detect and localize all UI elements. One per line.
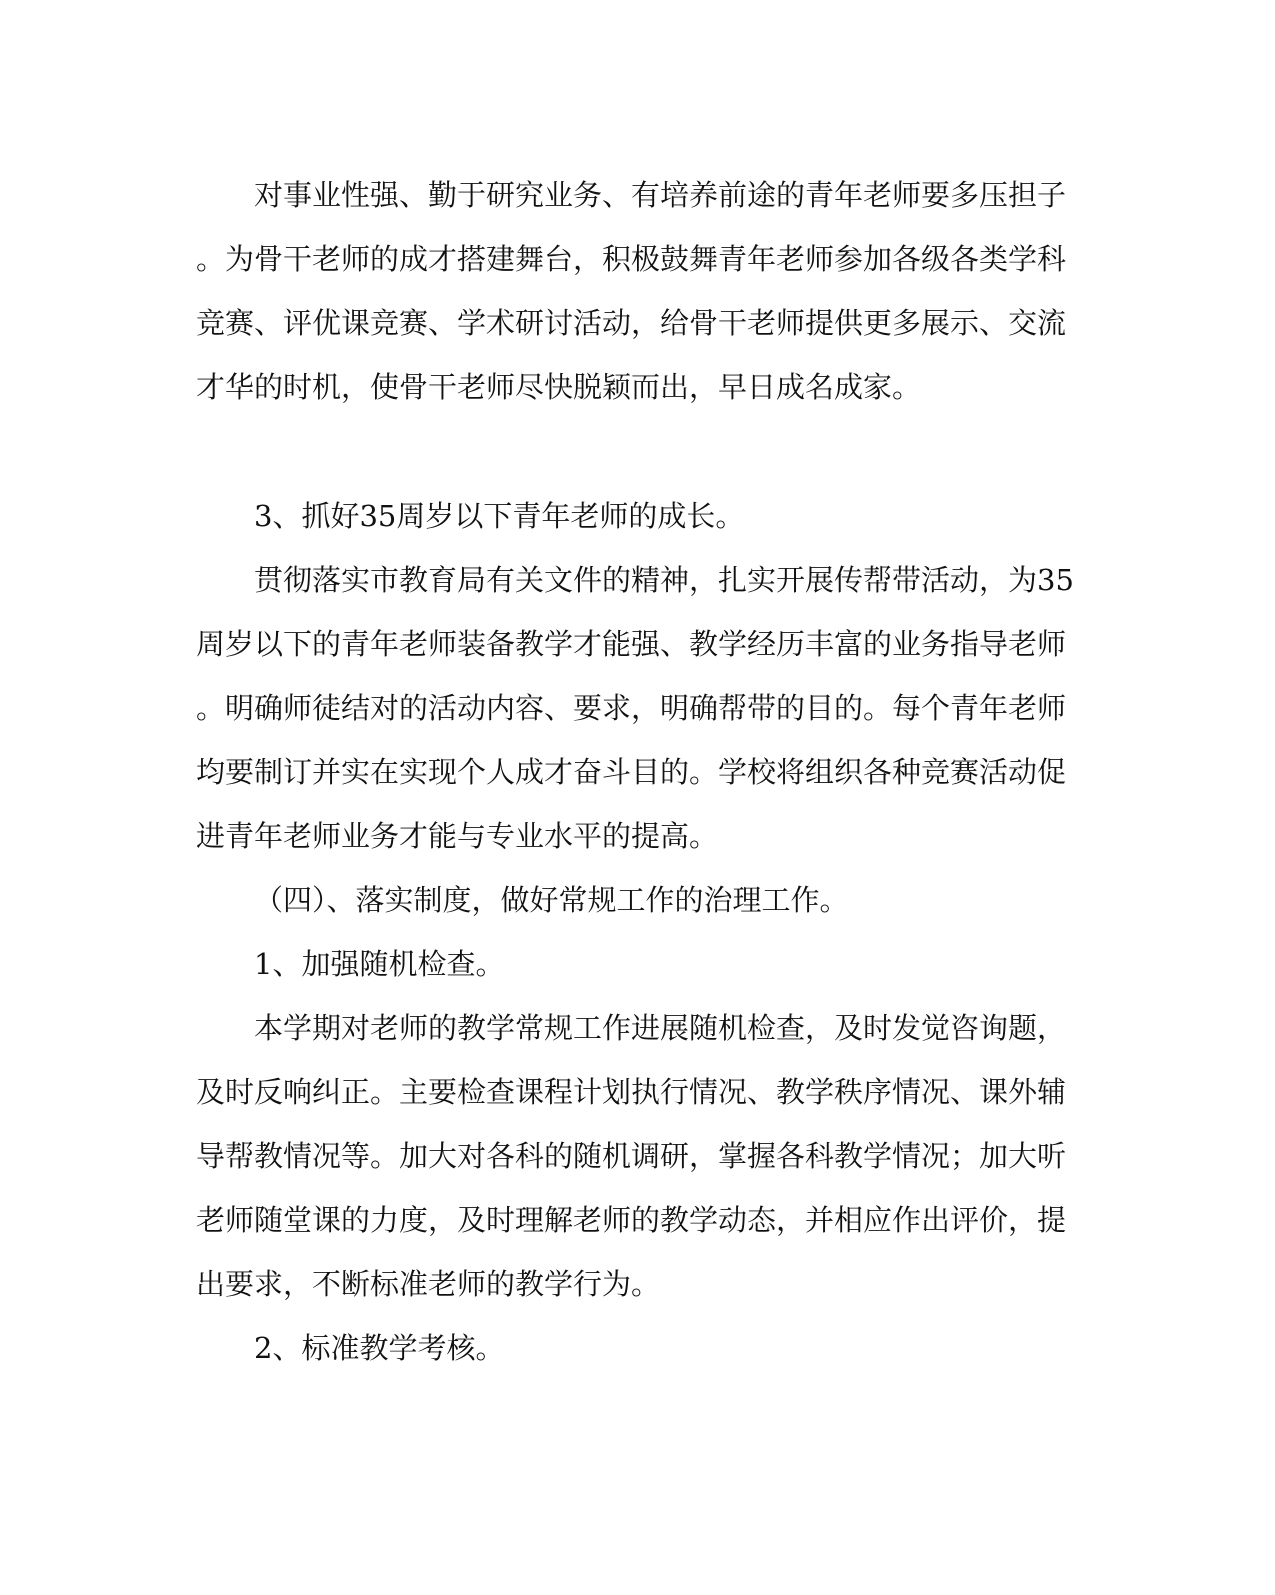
text-line: 2、标准教学考核。	[254, 1331, 505, 1365]
text-line: 均要制订并实在实现个人成才奋斗目的。学校将组织各种竞赛活动促	[196, 755, 1067, 789]
text-line: 才华的时机，使骨干老师尽快脱颖而出，早日成名成家。	[196, 370, 922, 404]
heading-item-2	[196, 1316, 1062, 1380]
text-line: 出要求，不断标准老师的教学行为。	[196, 1267, 661, 1301]
text-line: 周岁以下的青年老师装备教学才能强、教学经历丰富的业务指导老师	[196, 627, 1067, 661]
text-line: 导帮教情况等。加大对各科的随机调研，掌握各科教学情况；加大听	[196, 1139, 1067, 1173]
text-line: 贯彻落实市教育局有关文件的精神，扎实开展传帮带活动，为35	[254, 563, 1074, 597]
text-line: 进青年老师业务才能与专业水平的提高。	[196, 819, 719, 853]
text-line: 竞赛、评优课竞赛、学术研讨活动，给骨干老师提供更多展示、交流	[196, 306, 1067, 340]
text-line: 。明确师徒结对的活动内容、要求，明确帮带的目的。每个青年老师	[196, 691, 1067, 725]
text-block-main	[196, 484, 1074, 1380]
text-line: 1、加强随机检查。	[254, 947, 505, 981]
text-line: 。为骨干老师的成才搭建舞台，积极鼓舞青年老师参加各级各类学科	[196, 242, 1067, 276]
text-line: 3、抓好35周岁以下青年老师的成长。	[254, 499, 745, 533]
heading-item-1	[196, 932, 1062, 996]
heading-section-4	[196, 868, 1062, 932]
text-line: 及时反响纠正。主要检查课程计划执行情况、教学秩序情况、课外辅	[196, 1075, 1067, 1109]
heading-item-3	[196, 484, 1062, 548]
text-block-top	[196, 163, 1067, 419]
text-line: 对事业性强、勤于研究业务、有培养前途的青年老师要多压担子	[254, 178, 1067, 212]
text-line: （四）、落实制度，做好常规工作的治理工作。	[254, 883, 849, 917]
paragraph-young-teachers-support	[196, 163, 1067, 419]
paragraph-random-inspection	[196, 996, 1067, 1316]
text-line: 本学期对老师的教学常规工作进展随机检查，及时发觉咨询题，	[254, 1011, 1067, 1045]
paragraph-mentoring	[196, 548, 1074, 868]
text-line: 老师随堂课的力度，及时理解老师的教学动态，并相应作出评价，提	[196, 1203, 1067, 1237]
